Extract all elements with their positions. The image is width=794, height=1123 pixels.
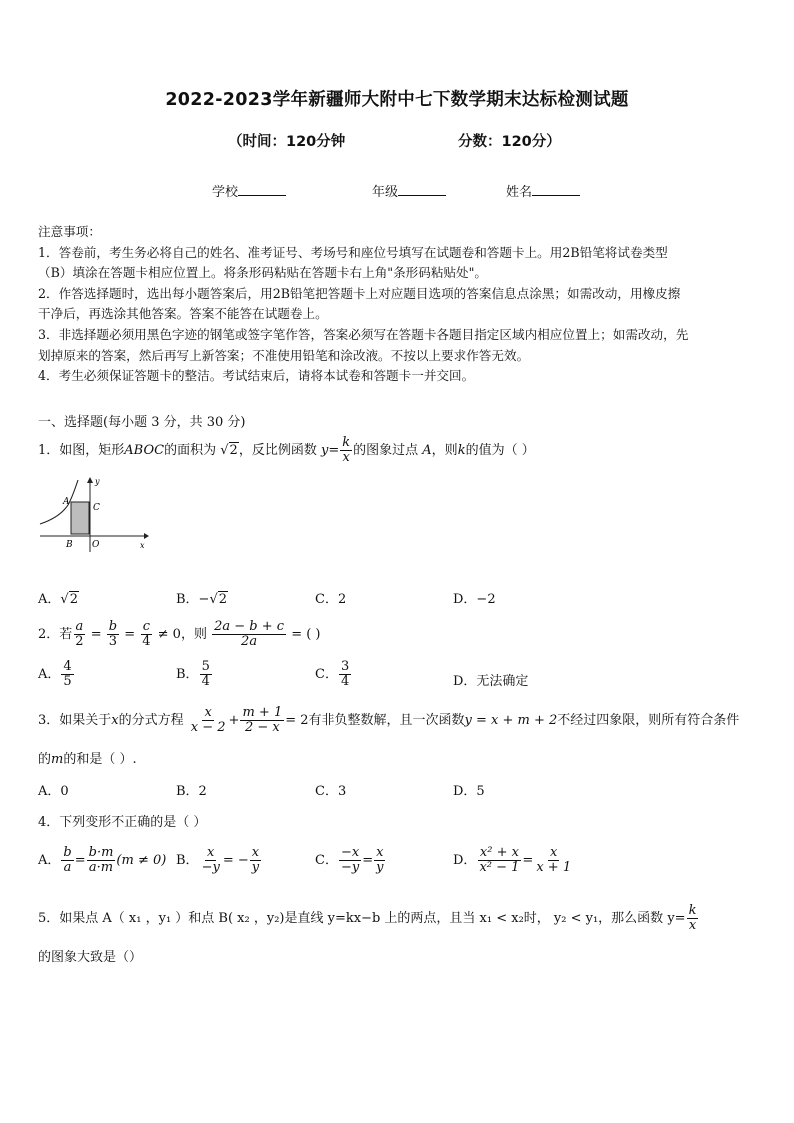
section-title: 一、选择题(每小题 3 分，共 30 分): [38, 415, 246, 430]
label-C: C: [93, 503, 100, 513]
label-O: O: [92, 540, 100, 550]
label-A: A: [63, 497, 70, 507]
q1-sqrt: √2: [220, 443, 238, 458]
q3-option-b: B．2: [176, 784, 207, 799]
notice-line: 1．答卷前，考生务必将自己的姓名、准考证号、考场号和座位号填写在试题卷和答题卡上。用2B铅笔将试卷类型: [38, 244, 668, 260]
q1-option-d: D．−2: [453, 592, 496, 607]
notice-line: 3．非选择题必须用黑色字迹的钢笔或签字笔作答，答案必须写在答题卡各题目指定区域内相应位置上；如需改动，先: [38, 326, 689, 342]
q3-option-a: A．0: [38, 784, 69, 799]
q4-option-d: D． $\frac{\text{x² + x}}{\text{x² − 1}}$ = $\frac{x}{x + 1}$: [453, 845, 572, 875]
question-2: 2．若 $\frac{a}{2}$ = $\frac{b}{3}$ = $\frac{c}{4}$ ≠ 0，则 $\frac{2a - b + c}{2a}$ = ( ): [38, 619, 321, 649]
notice-line: 2．作答选择题时，选出每小题答案后，用2B铅笔把答题卡上对应题目选项的答案信息点涂黑；如需改动，用橡皮擦: [38, 285, 681, 301]
question-3: 3．如果关于x的分式方程 $\frac{x}{x - 2}$ + $\frac{m + 1}{2 - x}$ = 2有非负整数解，且一次函数y = x + m + 2不经过四象限，则所有符合条件: [38, 705, 740, 735]
question-4: 4．下列变形不正确的是（ ）: [38, 815, 207, 830]
name-blank: [532, 183, 580, 196]
q3-option-c: C．3: [315, 784, 347, 799]
school-blank: [238, 183, 286, 196]
q2-option-a: A． $\frac{4}{5}$: [38, 659, 72, 689]
grade-label: 年级: [372, 185, 399, 200]
x-axis-arrow: [144, 533, 149, 539]
name-field: [506, 181, 580, 200]
notice-heading: 注意事项：: [38, 224, 101, 239]
notice-line: 干净后，再选涂其他答案。答案不能答在试题卷上。: [38, 306, 328, 322]
question-1: 1．如图，矩形ABOC的面积为 √2，反比例函数 y= $\frac{k}{x}$ 的图象过点 A，则k的值为（ ）: [38, 435, 535, 465]
notice-line: 划掉原来的答案，然后再写上新答案；不准使用铅笔和涂改液。不按以上要求作答无效。: [38, 347, 530, 363]
q2-option-c: C． $\frac{3}{4}$: [315, 659, 350, 689]
q4-option-b: B． $\frac{x}{-y}$ = − $\frac{x}{y}$: [176, 845, 260, 875]
q3-option-d: D．5: [453, 784, 485, 799]
q1-text: 1．如图，矩形: [38, 443, 125, 458]
q1-figure: [38, 474, 150, 554]
sqrt-2: √2: [209, 592, 228, 607]
q1-option-b: B．−√2: [176, 592, 228, 607]
grade-field: [372, 181, 446, 200]
label-y: y: [95, 477, 100, 486]
exam-title: 2022-2023学年新疆师大附中七下数学期末达标检测试题: [165, 90, 629, 110]
sqrt-2: √2: [60, 592, 78, 607]
score-label: 分数：120分）: [458, 134, 561, 150]
label-x: x: [140, 541, 145, 550]
y-axis-arrow: [87, 477, 93, 483]
q4-option-c: C． $\frac{-x}{-y}$ = $\frac{x}{y}$: [315, 845, 384, 875]
notice-block: [38, 222, 756, 387]
notice-line: 4．考生必须保证答题卡的整洁。考试结束后，请将本试卷和答题卡一并交回。: [38, 368, 475, 384]
question-3-line-2: 的m的和是（ ）.: [38, 752, 137, 767]
school-field: [212, 181, 286, 200]
time-label: （时间：120分钟: [228, 134, 346, 150]
name-label: 姓名: [506, 185, 533, 200]
q1-rect-name: ABOC: [124, 443, 165, 458]
q2-option-b: B． $\frac{5}{4}$: [176, 659, 210, 689]
q1-text: 的面积为: [164, 443, 217, 458]
question-5-line-2: 的图象大致是（）: [38, 950, 143, 965]
school-label: 学校: [212, 185, 239, 200]
q2-expression: $\frac{2a - b + c}{2a}$: [214, 619, 285, 649]
label-B: B: [66, 540, 73, 550]
grade-blank: [398, 183, 446, 196]
q4-option-a: A． $\frac{b}{a}$ = $\frac{b\cdot m}{a\cdot m}$ (m ≠ 0): [38, 845, 167, 875]
q1-option-c: C．2: [315, 592, 347, 607]
shaded-rectangle: [71, 502, 89, 534]
notice-line: （B）填涂在答题卡相应位置上。将条形码粘贴在答题卡右上角"条形码粘贴处"。: [38, 265, 488, 281]
q1-fraction: $\frac{k}{x}$: [342, 435, 351, 465]
q2-option-d: D．无法确定: [453, 674, 529, 689]
q1-option-a: A．√2: [38, 592, 78, 607]
q1-text: ，反比例函数: [238, 443, 317, 458]
question-5: 5．如果点 A（ x₁ ，y₁ ）和点 B( x₂ ，y₂)是直线 y=kx−b 上的两点，且当 x₁ < x₂时， y₂ < y₁，那么函数 y= $\frac{k}{x}$: [38, 903, 697, 933]
